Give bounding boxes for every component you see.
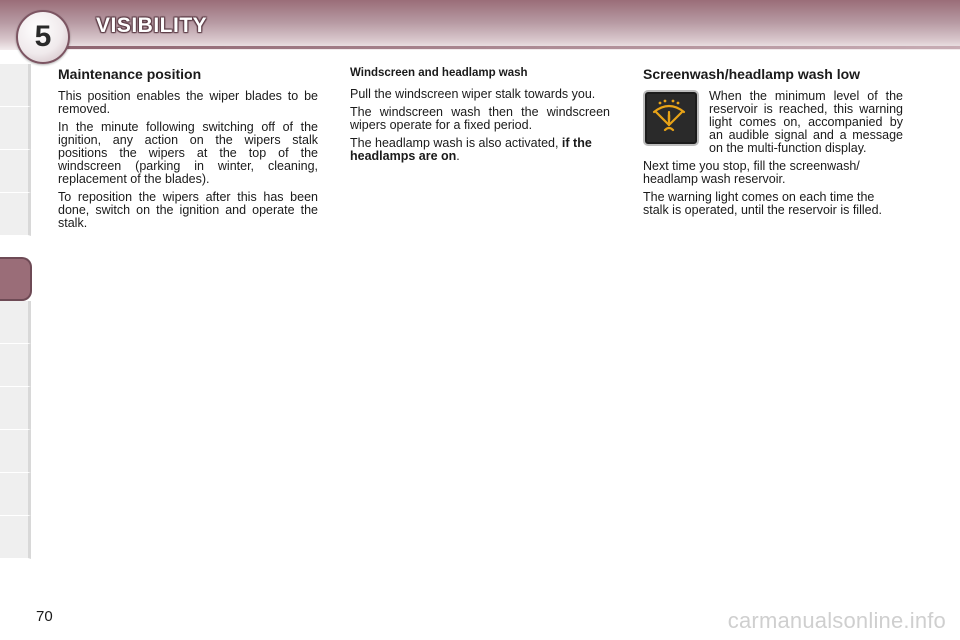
chapter-tab[interactable] <box>0 387 31 430</box>
screenwash-low-section <box>643 67 903 222</box>
section-title: VISIBILITY <box>96 14 208 37</box>
paragraph-emphasis: if the headlamps are on <box>350 136 592 163</box>
paragraph: Pull the windscreen wiper stalk towards you. <box>350 87 596 101</box>
paragraph <box>350 137 610 163</box>
washer-fluid-warning-icon <box>643 90 699 146</box>
maintenance-position-section <box>58 67 318 235</box>
chapter-tab[interactable] <box>0 193 31 236</box>
windscreen-headlamp-wash-section <box>350 67 610 168</box>
header-divider <box>60 46 960 49</box>
paragraph: The windscreen wash then the windscreen wipers operate for a fixed period. <box>350 105 610 132</box>
paragraph: This position enables the wiper blades to be removed. <box>58 89 318 116</box>
paragraph-text: . <box>456 149 460 163</box>
chapter-number: 5 <box>34 20 52 53</box>
paragraph: Next time you stop, fill the screenwash/ headlamp wash reservoir. <box>643 159 860 186</box>
maintenance-position-heading: Maintenance position <box>58 66 202 82</box>
chapter-badge <box>16 10 70 64</box>
chapter-tab[interactable] <box>0 64 31 107</box>
chapter-tab[interactable] <box>0 301 31 344</box>
paragraph: The warning light comes on each time the stalk is operated, until the reservoir is filled. <box>643 190 882 217</box>
warning-block <box>643 90 903 160</box>
paragraph-text: The headlamp wash is also activated, <box>350 136 562 150</box>
paragraph: To reposition the wipers after this has been done, switch on the ignition and operate the stalk. <box>58 190 318 230</box>
paragraph: When the minimum level of the reservoir is reached, this warning light comes on, accompanied by an audible signal and a message on the multi-function display. <box>709 89 903 155</box>
watermark: carmanualsonline.info <box>727 608 946 633</box>
chapter-tab[interactable] <box>0 344 31 387</box>
windscreen-headlamp-wash-heading: Windscreen and headlamp wash <box>350 67 528 79</box>
chapter-tab[interactable] <box>0 150 31 193</box>
chapter-tab-active[interactable] <box>0 257 32 301</box>
chapter-tab[interactable] <box>0 473 31 516</box>
paragraph: In the minute following switching off of the ignition, any action on the wipers stalk positions the wipers at the top of the windscreen (parking in winter, cleaning, replacement of the blades). <box>58 120 318 186</box>
chapter-tab[interactable] <box>0 516 31 559</box>
chapter-tab[interactable] <box>0 430 31 473</box>
chapter-tab[interactable] <box>0 107 31 150</box>
screenwash-low-heading: Screenwash/headlamp wash low <box>643 66 861 82</box>
chapter-tab-strip <box>0 64 34 574</box>
page-number: 70 <box>36 608 53 625</box>
